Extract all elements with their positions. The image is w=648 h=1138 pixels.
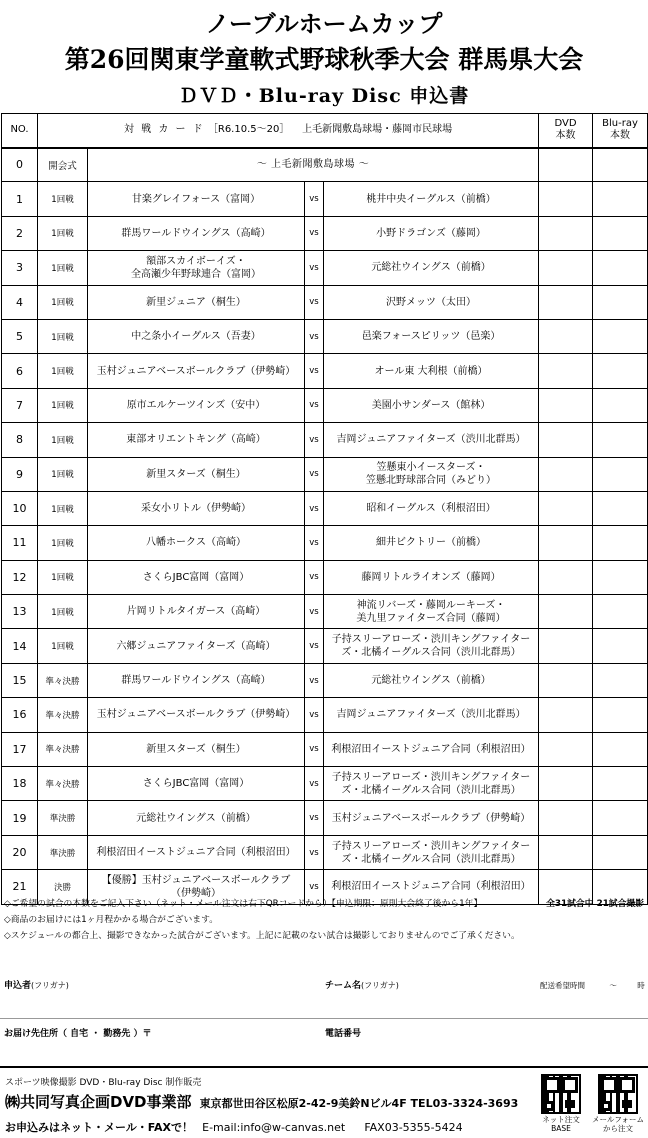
home-team-line: 群馬ワールドウイングス（高崎） (121, 227, 271, 239)
delivery-time-field[interactable] (540, 980, 645, 991)
row-round: 準々決勝 (38, 767, 88, 801)
note-delivery: ◇商品のお届けには1ヶ月程かかる場合がございます。 (4, 915, 218, 925)
match-order-table (1, 113, 648, 905)
bluray-quantity-cell[interactable] (593, 285, 648, 319)
away-team-line: オール東 大利根（前橋） (374, 365, 488, 377)
away-team (324, 767, 539, 801)
row-no: 5 (2, 319, 38, 353)
row-round: 1回戦 (38, 629, 88, 663)
row-no: 20 (2, 835, 38, 869)
vs-label: vs (305, 388, 324, 422)
bluray-quantity-cell[interactable] (593, 354, 648, 388)
dvd-quantity-cell[interactable] (539, 526, 593, 560)
dvd-quantity-cell[interactable] (539, 216, 593, 250)
vs-label: vs (305, 698, 324, 732)
home-team-line: 【優勝】玉村ジュニアベースボールクラブ (101, 874, 291, 886)
row-no: 3 (2, 251, 38, 285)
match-row (2, 560, 648, 594)
match-row (2, 388, 648, 422)
bluray-quantity-cell[interactable] (593, 526, 648, 560)
row-no: 14 (2, 629, 38, 663)
row-no: 6 (2, 354, 38, 388)
note-quantity-instruction: ◇ご希望の試合の本数をご記入下さい（ネット・メール注文は右下QRコードから）【申込期限：原則大会終了後から1年】 (4, 899, 483, 909)
order-notes (4, 896, 644, 944)
away-team-line: 藤岡リトルライオンズ（藤岡） (361, 571, 501, 583)
header-dvd-label: DVD (554, 117, 577, 129)
match-row (2, 732, 648, 766)
row-round: 準々決勝 (38, 698, 88, 732)
qr1-caption-line1: ネット注文 (542, 1115, 580, 1124)
footer-address: 東京都世田谷区松原2-42-9美鈴Nビル4F TEL03-3324-3693 (199, 1097, 519, 1110)
match-row (2, 767, 648, 801)
dvd-quantity-cell[interactable] (539, 251, 593, 285)
row-no: 0 (2, 148, 38, 182)
row-round: 準々決勝 (38, 663, 88, 697)
header-bluray-label: Blu-ray (602, 117, 638, 129)
dvd-quantity-cell[interactable] (539, 560, 593, 594)
away-team-line: 美園小サンダース（館林） (371, 399, 491, 411)
table-header-row (2, 114, 648, 148)
vs-label: vs (305, 354, 324, 388)
dvd-quantity-cell[interactable] (539, 148, 593, 182)
applicant-label: 申込者 (4, 981, 32, 991)
home-team (88, 216, 305, 250)
footer-apply: お申込みはネット・メール・FAXで！ (5, 1121, 194, 1134)
home-team (88, 457, 305, 491)
away-team (324, 423, 539, 457)
dvd-quantity-cell[interactable] (539, 801, 593, 835)
away-team (324, 182, 539, 216)
home-team-line: 八幡ホークス（高崎） (146, 537, 246, 549)
home-team-line: 額部スカイボーイズ・ (146, 255, 246, 267)
match-row (2, 801, 648, 835)
home-team (88, 732, 305, 766)
home-team-line: さくらJBC富岡（富岡） (142, 778, 250, 790)
vs-label: vs (305, 560, 324, 594)
home-team (88, 526, 305, 560)
away-team-line: 子持スリーアローズ・渋川キングファイター (331, 840, 531, 852)
vs-label: vs (305, 285, 324, 319)
row-no: 4 (2, 285, 38, 319)
row-round: 1回戦 (38, 285, 88, 319)
match-row (2, 526, 648, 560)
away-team (324, 629, 539, 663)
note-schedule: ◇スケジュールの都合上、撮影できなかった試合がございます。上記に記載のない試合は撮影しておりませんのでご了承ください。 (4, 931, 520, 941)
home-team-line: 新里ジュニア（桐生） (146, 296, 246, 308)
row-round: 1回戦 (38, 216, 88, 250)
qr-code-net-order[interactable] (541, 1074, 581, 1114)
row-no: 19 (2, 801, 38, 835)
row-round: 1回戦 (38, 182, 88, 216)
away-team-line: 笠懸北野球部合同（みどり） (366, 475, 497, 487)
home-team (88, 663, 305, 697)
away-team-line: 神流リバーズ・藤岡ルーキーズ・ (356, 599, 506, 611)
bluray-quantity-cell[interactable] (593, 148, 648, 182)
home-team-line: 采女小リトル（伊勢崎） (141, 503, 251, 515)
match-row (2, 319, 648, 353)
away-team (324, 354, 539, 388)
away-team-line: 吉岡ジュニアファイターズ（渋川北群馬） (336, 709, 526, 721)
away-team-line: 沢野メッツ（太田） (386, 296, 477, 308)
phone-field[interactable] (325, 1026, 361, 1039)
dvd-quantity-cell[interactable] (539, 767, 593, 801)
match-row (2, 698, 648, 732)
footer-company-line (5, 1091, 518, 1112)
dvd-quantity-cell[interactable] (539, 663, 593, 697)
home-team (88, 698, 305, 732)
header-dvd (539, 114, 593, 148)
bluray-quantity-cell[interactable] (593, 835, 648, 869)
row-round: 1回戦 (38, 457, 88, 491)
row-round: 1回戦 (38, 354, 88, 388)
bluray-quantity-cell[interactable] (593, 560, 648, 594)
dvd-quantity-cell[interactable] (539, 182, 593, 216)
vs-label: vs (305, 423, 324, 457)
applicant-divider (0, 1018, 648, 1019)
qr1-caption-line2: BASE (551, 1124, 571, 1133)
away-team-line: 子持スリーアローズ・渋川キングファイター (331, 771, 531, 783)
header-dvd-count: 本数 (555, 130, 576, 142)
row-round: 1回戦 (38, 595, 88, 629)
dvd-quantity-cell[interactable] (539, 388, 593, 422)
home-team-line: 六郷ジュニアファイターズ（高崎） (116, 640, 276, 652)
away-team (324, 595, 539, 629)
opening-venue: ～ 上毛新聞敷島球場 ～ (88, 148, 539, 182)
dvd-quantity-cell[interactable] (539, 423, 593, 457)
row-no: 7 (2, 388, 38, 422)
home-team-line: 玉村ジュニアベースボールクラブ（伊勢崎） (96, 365, 296, 377)
home-team (88, 319, 305, 353)
away-team-line: 細井ビクトリー（前橋） (376, 537, 487, 549)
delivery-time-label: 配送希望時間 (540, 981, 585, 990)
dvd-quantity-cell[interactable] (539, 629, 593, 663)
vs-label: vs (305, 319, 324, 353)
bluray-quantity-cell[interactable] (593, 216, 648, 250)
match-row (2, 595, 648, 629)
opening-ceremony-row (2, 148, 648, 182)
home-team-line: 中之条小イーグルス（吾妻） (131, 331, 261, 343)
away-team-line: ズ・北橘イーグルス合同（渋川北群馬） (341, 853, 521, 865)
row-round: 開会式 (38, 148, 88, 182)
away-team (324, 388, 539, 422)
vs-label: vs (305, 835, 324, 869)
home-team (88, 354, 305, 388)
qr-code-mail-form[interactable] (598, 1074, 638, 1114)
match-row (2, 285, 648, 319)
row-no: 21 (2, 870, 38, 904)
dvd-quantity-cell[interactable] (539, 491, 593, 525)
row-round: 決勝 (38, 870, 88, 904)
dvd-quantity-cell[interactable] (539, 595, 593, 629)
row-round: 準々決勝 (38, 732, 88, 766)
vs-label: vs (305, 663, 324, 697)
order-form-title: ＤＶＤ・Blu-ray Disc 申込書 (178, 85, 470, 107)
away-team (324, 801, 539, 835)
row-no: 11 (2, 526, 38, 560)
match-row (2, 182, 648, 216)
vs-label: vs (305, 491, 324, 525)
away-team (324, 216, 539, 250)
home-team (88, 801, 305, 835)
row-round: 1回戦 (38, 319, 88, 353)
vs-label: vs (305, 526, 324, 560)
header-card-venues: 上毛新聞敷島球場・藤岡市民球場 (302, 124, 453, 135)
match-row (2, 457, 648, 491)
qr-caption-mail-form (590, 1115, 646, 1133)
row-round: 1回戦 (38, 423, 88, 457)
away-team-line: 笠懸東小イースターズ・ (376, 462, 486, 474)
away-team-line: 玉村ジュニアベースボールクラブ（伊勢崎） (331, 812, 531, 824)
address-type: （ 自宅 ・ 勤務先 ）〒 (58, 1029, 152, 1039)
bluray-quantity-cell[interactable] (593, 767, 648, 801)
home-team-line: さくらJBC富岡（富岡） (142, 571, 250, 583)
away-team-line: 昭和イーグルス（利根沼田） (366, 503, 496, 515)
away-team (324, 285, 539, 319)
away-team-line: ズ・北橘イーグルス合同（渋川北群馬） (341, 647, 521, 659)
vs-label: vs (305, 457, 324, 491)
home-team (88, 423, 305, 457)
match-row (2, 354, 648, 388)
footer-service: スポーツ映像撮影 DVD・Blu-ray Disc 制作販売 (5, 1078, 202, 1088)
home-team (88, 285, 305, 319)
away-team-line: 子持スリーアローズ・渋川キングファイター (331, 634, 531, 646)
row-no: 1 (2, 182, 38, 216)
address-label: お届け先住所 (4, 1029, 59, 1039)
home-team-line: 新里スターズ（桐生） (146, 743, 246, 755)
home-team (88, 560, 305, 594)
home-team-line: 元総社ウイングス（前橋） (136, 812, 256, 824)
away-team (324, 251, 539, 285)
home-team (88, 251, 305, 285)
bluray-quantity-cell[interactable] (593, 491, 648, 525)
vs-label: vs (305, 251, 324, 285)
bluray-quantity-cell[interactable] (593, 663, 648, 697)
away-team-line: 利根沼田イーストジュニア合同（利根沼田） (331, 743, 531, 755)
home-team-line: （伊勢崎） (171, 887, 221, 899)
match-row (2, 216, 648, 250)
row-round: 1回戦 (38, 388, 88, 422)
away-team (324, 663, 539, 697)
home-team (88, 629, 305, 663)
row-no: 8 (2, 423, 38, 457)
match-row (2, 663, 648, 697)
row-no: 17 (2, 732, 38, 766)
vs-label: vs (305, 870, 324, 904)
team-name-label: チーム名 (325, 981, 362, 991)
applicant-field[interactable] (4, 978, 69, 991)
away-team (324, 457, 539, 491)
bluray-quantity-cell[interactable] (593, 732, 648, 766)
away-team-line: 吉岡ジュニアファイターズ（渋川北群馬） (336, 434, 526, 446)
match-row (2, 251, 648, 285)
header-no: NO. (2, 114, 38, 148)
bluray-quantity-cell[interactable] (593, 595, 648, 629)
row-no: 2 (2, 216, 38, 250)
away-team-line: 小野ドラゴンズ（藤岡） (376, 227, 486, 239)
delivery-time-tilde: ～ (609, 981, 617, 990)
away-team (324, 732, 539, 766)
away-team-line: 美九里ファイターズ合同（藤岡） (356, 612, 506, 624)
qr-caption-net-order (533, 1115, 589, 1133)
footer-company: ㈱共同写真企画DVD事業部 (5, 1093, 192, 1111)
bluray-quantity-cell[interactable] (593, 251, 648, 285)
away-team (324, 526, 539, 560)
bluray-quantity-cell[interactable] (593, 388, 648, 422)
tournament-title: 第26回関東学童軟式野球秋季大会 群馬県大会 (64, 45, 584, 74)
home-team (88, 182, 305, 216)
company-footer (0, 1066, 648, 1138)
team-name-field[interactable] (325, 978, 399, 991)
row-round: 1回戦 (38, 251, 88, 285)
home-team (88, 767, 305, 801)
row-no: 16 (2, 698, 38, 732)
row-round: 1回戦 (38, 491, 88, 525)
qr2-caption-line2: から注文 (603, 1124, 633, 1133)
dvd-quantity-cell[interactable] (539, 285, 593, 319)
vs-label: vs (305, 182, 324, 216)
bluray-quantity-cell[interactable] (593, 423, 648, 457)
bluray-quantity-cell[interactable] (593, 801, 648, 835)
home-team-line: 片岡リトルタイガース（高崎） (126, 606, 266, 618)
vs-label: vs (305, 216, 324, 250)
away-team-line: 元総社ウイングス（前橋） (371, 675, 491, 687)
away-team (324, 319, 539, 353)
bluray-quantity-cell[interactable] (593, 457, 648, 491)
away-team-line: 桃井中央イーグルス（前橋） (366, 193, 496, 205)
row-round: 準決勝 (38, 835, 88, 869)
dvd-quantity-cell[interactable] (539, 457, 593, 491)
row-no: 13 (2, 595, 38, 629)
header-card-label: 対 戦 カ ー ド (123, 124, 205, 135)
header-card-dates: ［R6.10.5～20］ (207, 124, 290, 135)
footer-contact-line (5, 1116, 463, 1135)
row-no: 15 (2, 663, 38, 697)
home-team (88, 491, 305, 525)
match-rows (2, 148, 648, 905)
header-match-card (38, 114, 539, 148)
home-team (88, 595, 305, 629)
away-team (324, 560, 539, 594)
footer-fax: FAX03-5355-5424 (364, 1121, 463, 1134)
vs-label: vs (305, 629, 324, 663)
away-team-line: 邑楽フォースピリッツ（邑楽） (361, 331, 501, 343)
row-no: 10 (2, 491, 38, 525)
away-team-line: ズ・北橘イーグルス合同（渋川北群馬） (341, 784, 521, 796)
row-no: 12 (2, 560, 38, 594)
away-team-line: 利根沼田イーストジュニア合同（利根沼田） (331, 881, 531, 893)
delivery-time-hour: 時 (637, 981, 645, 990)
bluray-quantity-cell[interactable] (593, 629, 648, 663)
match-row (2, 491, 648, 525)
match-row (2, 835, 648, 869)
header-bluray (593, 114, 648, 148)
home-team-line: 利根沼田イーストジュニア合同（利根沼田） (96, 847, 296, 858)
dvd-quantity-cell[interactable] (539, 732, 593, 766)
row-round: 1回戦 (38, 526, 88, 560)
away-team (324, 698, 539, 732)
home-team-line: 群馬ワールドウイングス（高崎） (121, 675, 271, 687)
vs-label: vs (305, 732, 324, 766)
header-bluray-count: 本数 (610, 130, 631, 142)
match-row (2, 629, 648, 663)
bluray-quantity-cell[interactable] (593, 319, 648, 353)
dvd-quantity-cell[interactable] (539, 354, 593, 388)
home-team-line: 玉村ジュニアベースボールクラブ（伊勢崎） (96, 709, 296, 721)
phone-label: 電話番号 (325, 1029, 362, 1039)
home-team-line: 全高瀬少年野球連合（富岡） (131, 268, 261, 280)
footer-email[interactable]: E-mail:info@w-canvas.net (202, 1121, 346, 1134)
team-name-furigana: (フリガナ) (361, 981, 399, 990)
dvd-quantity-cell[interactable] (539, 319, 593, 353)
row-no: 9 (2, 457, 38, 491)
away-team (324, 491, 539, 525)
match-row (2, 423, 648, 457)
bluray-quantity-cell[interactable] (593, 698, 648, 732)
home-team (88, 388, 305, 422)
note-total-matches: 全31試合中 21試合撮影 (546, 899, 644, 909)
dvd-quantity-cell[interactable] (539, 835, 593, 869)
address-field[interactable] (4, 1026, 152, 1039)
home-team (88, 835, 305, 869)
applicant-furigana: (フリガナ) (31, 981, 69, 990)
home-team-line: 東部オリエントキング（高崎） (126, 434, 266, 446)
home-team-line: 新里スターズ（桐生） (146, 468, 246, 480)
dvd-quantity-cell[interactable] (539, 698, 593, 732)
row-round: 1回戦 (38, 560, 88, 594)
home-team-line: 甘楽グレイフォース（富岡） (131, 193, 261, 205)
event-sponsor-title: ノーブルホームカップ (205, 9, 443, 38)
row-round: 準決勝 (38, 801, 88, 835)
qr2-caption-line1: メールフォーム (592, 1115, 644, 1124)
vs-label: vs (305, 767, 324, 801)
away-team-line: 元総社ウイングス（前橋） (371, 262, 491, 274)
away-team (324, 835, 539, 869)
vs-label: vs (305, 595, 324, 629)
vs-label: vs (305, 801, 324, 835)
bluray-quantity-cell[interactable] (593, 182, 648, 216)
home-team-line: 原市エルケーツインズ（安中） (126, 399, 266, 411)
row-no: 18 (2, 767, 38, 801)
